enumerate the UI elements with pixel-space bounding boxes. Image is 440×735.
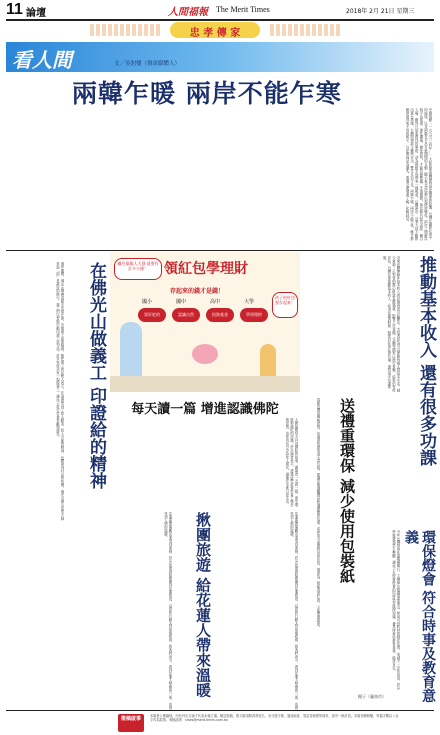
stage-label: 大學 xyxy=(244,299,255,305)
masthead xyxy=(0,0,440,22)
article-body-read-daily: 人間福報每天刊登佛陀的故事，讓讀者一天讀一篇，逐步增進對佛陀的認識。許多讀者表示，透過這些故事學會了慈悲與智慧，也把內容分享給家人朋友，讓佛法走進日常生活。 xyxy=(284,418,298,507)
stage-label: 高中 xyxy=(210,299,221,305)
goal-bubble: 認識自然 xyxy=(172,308,200,322)
page-number: 11 xyxy=(6,1,23,18)
stage-row xyxy=(138,298,270,338)
article-body-left: 過年期間，佛光山舉辦春節平安燈法會，各地義工前來服務。擔任義工的年輕人表示，在這裡學到了給人歡喜、給人方便的精神，也體會到付出的快樂。佛光山開山星雲大師常說「給」是最好的修行，義工們以實際行動印證了這句話。許多家庭全家一起做義工，讓孩子從小學會奉獻與感恩。 xyxy=(55,262,64,521)
headline-hualien: 揪團旅遊 給花蓮人帶來溫暖 xyxy=(194,512,212,698)
goal-bubble: 投資基金 xyxy=(206,308,234,322)
headline-lantern-festival: 環保燈會 符合時事及教育意義 xyxy=(403,530,436,703)
column-kan-ren-jian xyxy=(6,42,434,247)
cartoon-floor xyxy=(110,376,300,392)
footer-rule xyxy=(6,710,434,711)
paper-logo: 人間福報 xyxy=(168,7,208,18)
divider-1 xyxy=(6,250,434,251)
cartoon-panel xyxy=(110,252,300,392)
goal-bubble: 學習理財 xyxy=(240,308,268,322)
speech-bubble-right: 孩子的紅包要存起來！ xyxy=(272,292,298,318)
article-body-basic-income: 近來有關無條件基本收入的討論再度引起關注。支持者認為可以保障每個人的基本生活，減少貧窮；反對者則擔心財政負擔過重，影響工作意願。芬蘭等國家已進行實驗，結果仍有待評估。台灣若要推動基本收入，必須先釐清財源、制度設計與社會共識，還有很多功課要做。 xyxy=(382,256,400,392)
section-name: 論壇 xyxy=(26,8,46,19)
cartoon-title: 領紅包學理財 xyxy=(164,261,248,277)
column-logo: 看人間 xyxy=(12,48,72,72)
parent-figure-icon xyxy=(120,322,142,384)
paper-english-name: The Merit Times xyxy=(216,5,270,14)
article-body-lantern: 今年台灣燈會在嘉義縣舉行，主辦單位強調環保理念，使用可回收材質製作花燈，並減少一次性用品。許多學校帶領學生參觀，讓孩子在欣賞燈會的同時學習環保知識，兼具時事與教育意義，值得肯定。 xyxy=(391,530,400,690)
submission-box-label: 徵稿啟事 xyxy=(120,716,141,722)
issue-date: 2018年 2月 21日 星期三 xyxy=(346,8,415,15)
paper-cut-decoration-left xyxy=(90,24,160,36)
headline-foguangshan: 在佛光山做義工 印證給的精神 xyxy=(86,262,106,489)
stage-label: 國小 xyxy=(142,299,153,305)
goal-bubble: 買好吃的 xyxy=(138,308,166,322)
footer-notice: 本版是公眾園地，所有刊出言論不代表本報立場。歡迎投稿，惟文稿須附真實姓名、身分證字號、通訊地址、電話及帳號等資料，請勿一稿多投。本版有刪修權，每篇字數以八百字內為原則。來稿請寄：news@merit-times.com.tw xyxy=(150,714,399,723)
headline-read-daily: 每天讀一篇 增進認識佛陀 xyxy=(131,402,279,417)
paper-cut-decoration-right xyxy=(270,24,340,36)
column-headline: 兩韓乍暖 兩岸不能乍寒 xyxy=(72,79,342,108)
article-body: 中國推動「一九九五 〇四年…」 大陸政策的轉變對兩岸關係的影響，台灣在國際社會中的處境，以及兩韓在平昌冬奧期間的互動，顯示東北亞局勢出現微妙變化。兩岸之間應以和平為前提，理性溝通，避免誤判，才能共創雙贏。冬奧期間，南北韓共組代表隊、聯合入場，雖然只是象徵性的舉措，卻為朝鮮半島帶來一絲暖意。反觀兩岸，近來大陸不斷推出惠台措施，台灣則強調主權與安全，雙方互信不足。兩韓乍暖，兩岸不能乍寒，雙方都應珍惜得來不易的和平，以民眾福祉為優先，透過交流增進了解，化解歧見。 xyxy=(405,108,432,241)
speech-bubble-left: 攝兒童親人大發 就要有計多小錢！ xyxy=(114,258,162,280)
headline-gift-wrap: 送禮重環保 減少使用包裝紙 xyxy=(338,398,356,584)
byline-lantern: 楊子（臺南市） xyxy=(358,694,386,699)
column-byline: 文／吳釗燮（資深媒體人） xyxy=(114,61,181,67)
cartoon-subtitle: 存起來的錢才是錢！ xyxy=(170,288,225,295)
banner-text: 忠 孝 傳 家 xyxy=(189,28,241,39)
piggy-bank-icon xyxy=(192,344,218,364)
article-body-hualien: 花蓮地震後觀光業受到重創，許多民眾發起揪團到花蓮旅遊，以實際行動支持當地經濟。旅客們表示，看到花蓮人堅強的一面，也感受到人情的溫暖。 xyxy=(163,512,172,710)
article-body-hualien-2: 花蓮地震後觀光業受到重創，許多民眾發起揪團到花蓮旅遊，以實際行動支持當地經濟。旅客們表示，看到花蓮人堅強的一面，也感受到人情的溫暖。 xyxy=(289,512,298,710)
article-body-gift: 春節送禮是傳統習俗，但過度包裝造成大量垃圾。建議民眾選購禮品時選擇簡單包裝，或使用可重複利用的布包、環保袋，既能表達心意，又能愛護地球。 xyxy=(316,398,320,630)
masthead-rule xyxy=(6,19,434,21)
holiday-banner xyxy=(90,22,340,38)
headline-basic-income: 推動基本收入 還有很多功課 xyxy=(416,256,436,466)
stage-label: 國中 xyxy=(176,299,187,305)
